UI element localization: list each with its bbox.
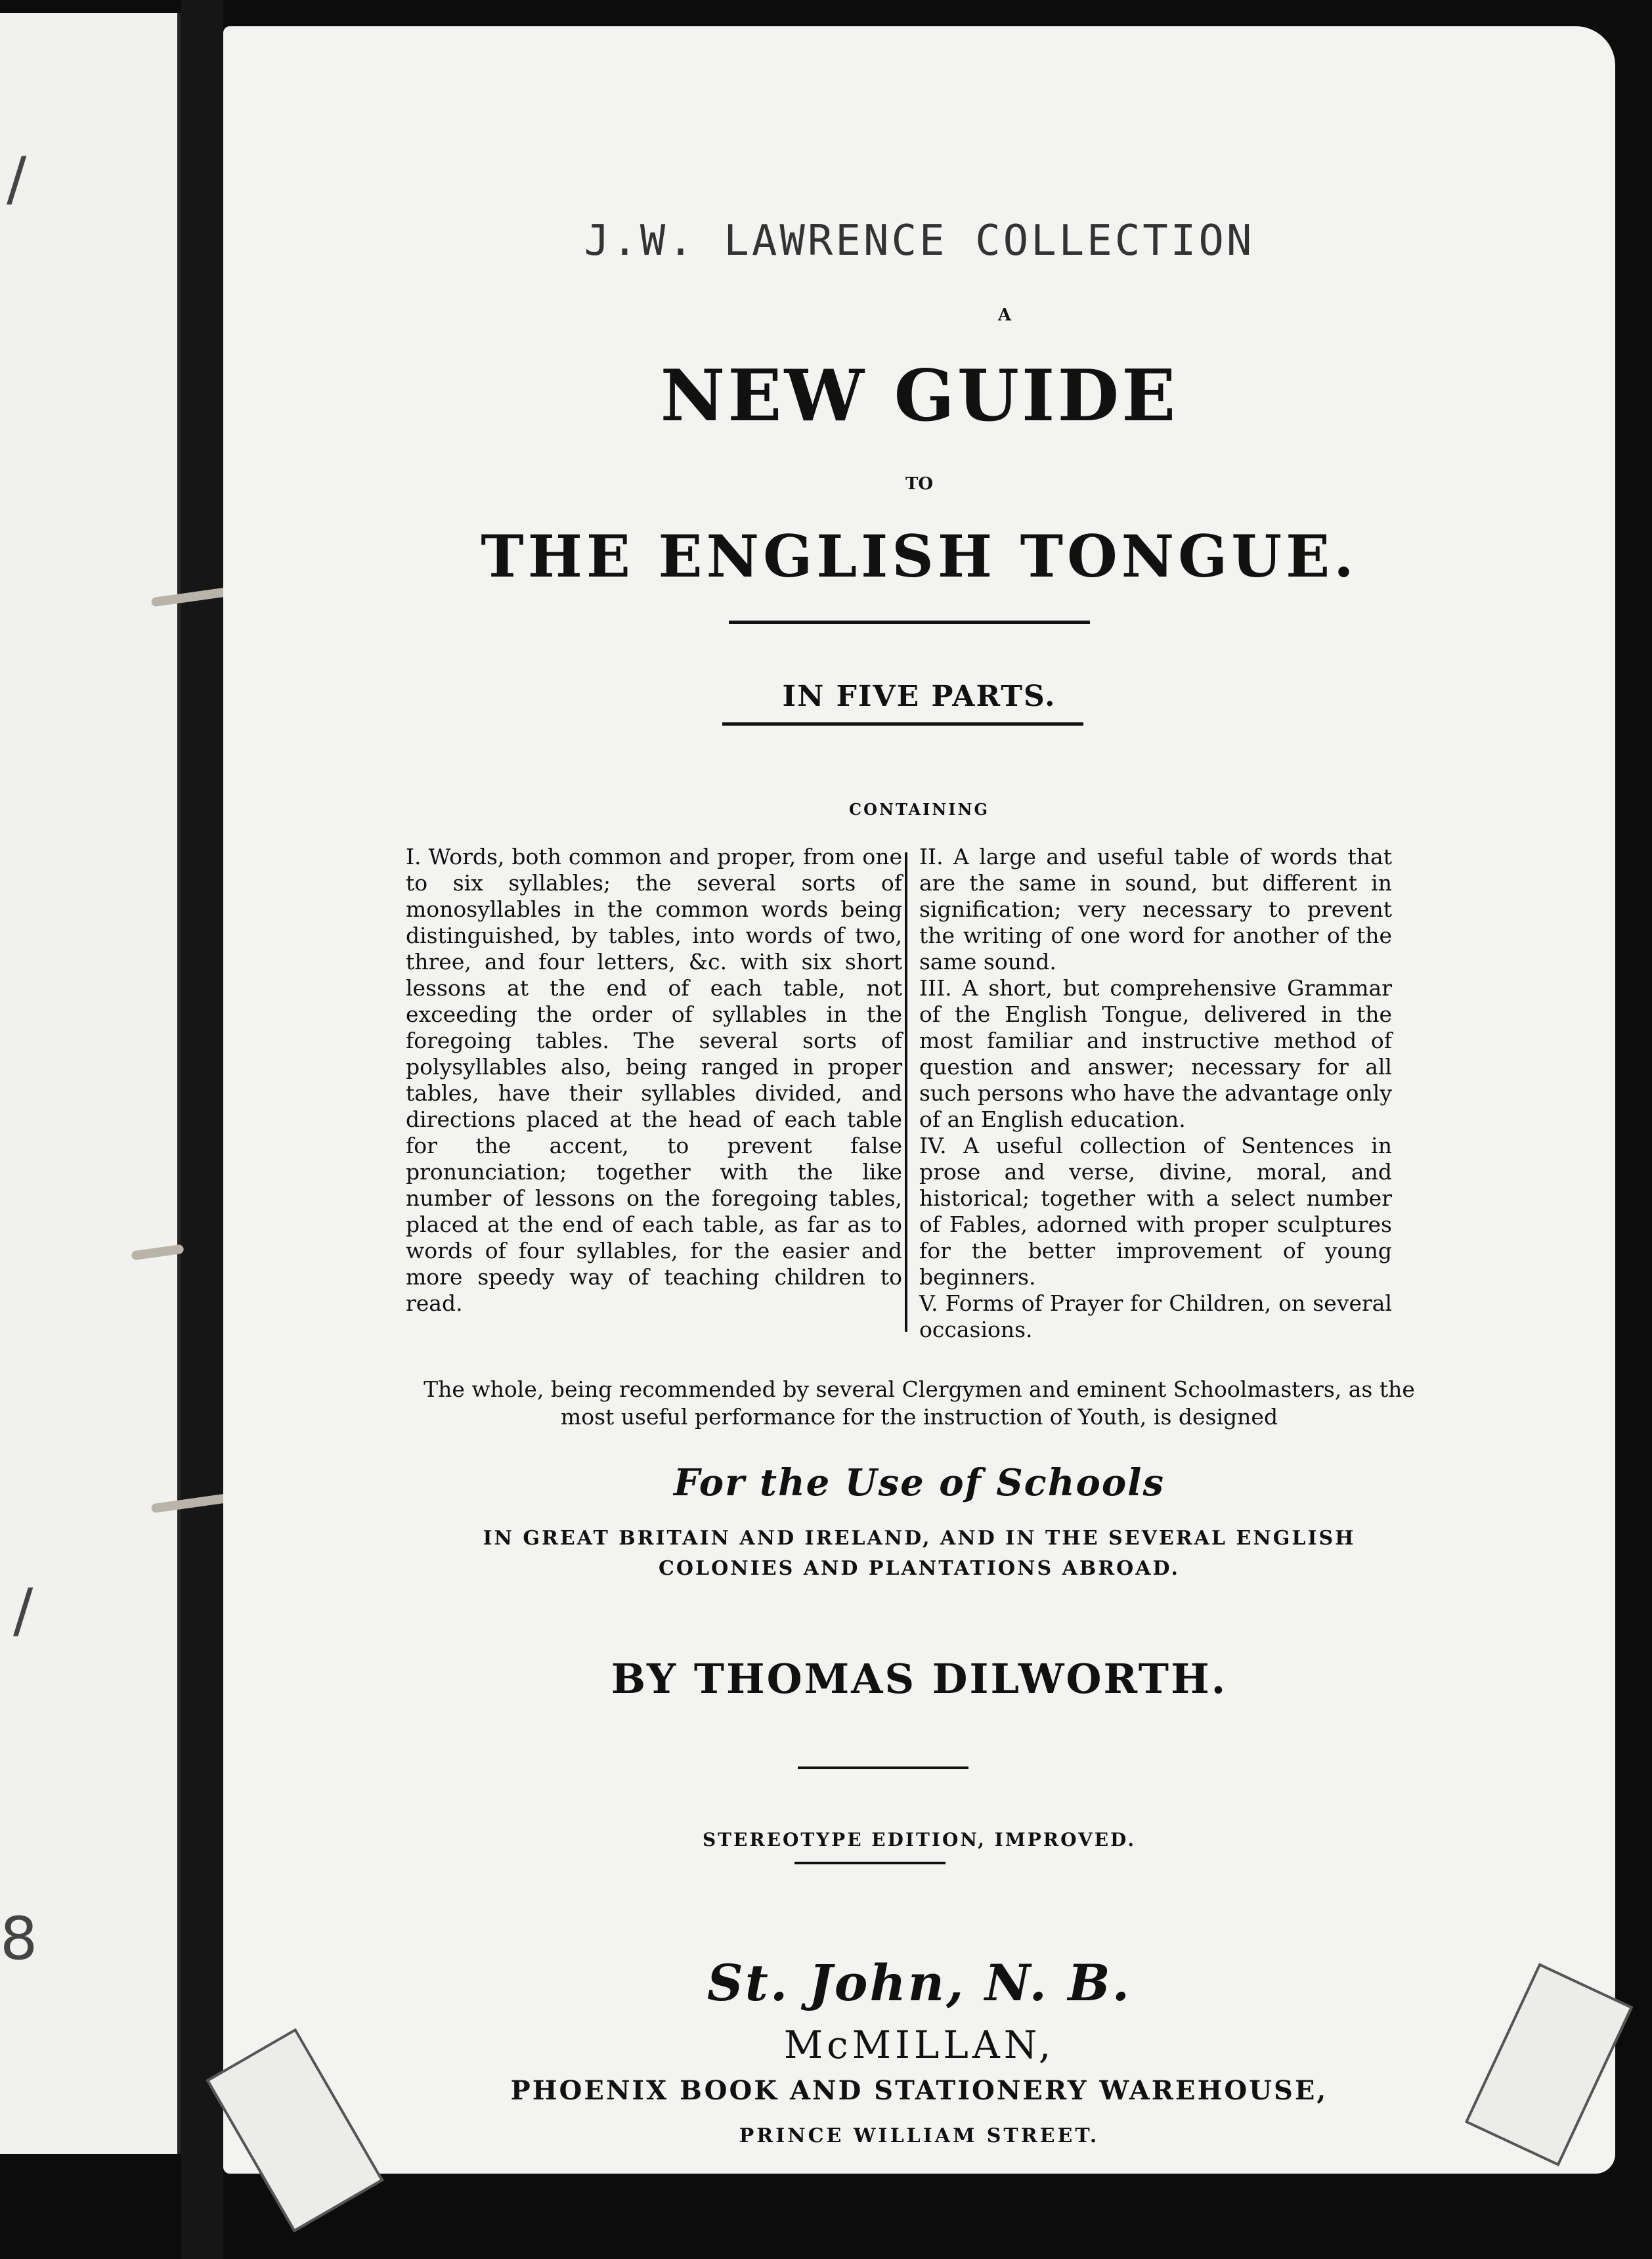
recommendation-text: The whole, being recommended by several Clergymen and eminent Schoolmasters, as the most useful performance for the instruction of Youth, is designed xyxy=(424,1376,1415,1430)
parts-heading: IN FIVE PARTS. xyxy=(782,680,1056,713)
contents-item-5: V. Forms of Prayer for Children, on several occasions. xyxy=(919,1290,1392,1342)
author-line: BY THOMAS DILWORTH. xyxy=(611,1655,1228,1703)
region-text xyxy=(223,1524,1615,1584)
book-spine xyxy=(181,0,223,2259)
imprint-place: St. John, N. B. xyxy=(706,1954,1132,2012)
title-page xyxy=(223,26,1615,2174)
imprint-publisher: McMILLAN, xyxy=(783,2023,1055,2067)
contents-item-3: III. A short, but comprehensive Grammar of the English Tongue, delivered in the most familiar and instructive method of question and answer; necessary for all such persons who have the advantage only of an English education. xyxy=(919,975,1392,1132)
region-line-2: COLONIES AND PLANTATIONS ABROAD. xyxy=(659,1557,1180,1580)
facing-page xyxy=(0,13,181,2154)
title-line-2: THE ENGLISH TONGUE. xyxy=(481,522,1358,590)
contents-right-column xyxy=(919,844,1392,1343)
containing-label: CONTAINING xyxy=(849,800,989,819)
column-divider xyxy=(905,852,907,1332)
contents-item-1: I. Words, both common and proper, from one to six syllables; the several sorts of monosyllables in the common words being distinguished, by tables, into words of two, three, and four letters, &c. with six short lessons at the end of each table, not exceeding the order of syllables in the foregoing tables. The several sorts of polysyllables also, being ranged in proper tables, have their syllables divided, and directions placed at the head of each table for the accent, to prevent false pronunciation; together with the like number of lessons on the foregoing tables, placed at the end of each table, as far as to words of four syllables, for the easier and more speedy way of teaching children to read. xyxy=(406,844,902,1316)
contents-left-column xyxy=(406,844,902,1317)
rule-short-1 xyxy=(798,1766,968,1769)
for-schools: For the Use of Schools xyxy=(674,1461,1165,1504)
pencil-mark: / xyxy=(13,1576,33,1645)
contents-item-2: II. A large and useful table of words that are the same in sound, but different in signification; very necessary to prevent the writing of one word for another of the same sound. xyxy=(919,844,1392,975)
pencil-mark: / xyxy=(7,144,27,213)
imprint-street: PRINCE WILLIAM STREET. xyxy=(739,2124,1100,2147)
edition-line: STEREOTYPE EDITION, IMPROVED. xyxy=(702,1829,1137,1851)
imprint-warehouse: PHOENIX BOOK AND STATIONERY WAREHOUSE, xyxy=(510,2075,1328,2106)
pencil-mark: 8 xyxy=(0,1904,38,1973)
title-to: TO xyxy=(905,474,933,494)
title-article: A xyxy=(997,305,1012,325)
rule-upper xyxy=(729,621,1090,624)
collection-stamp: J.W. LAWRENCE COLLECTION xyxy=(584,217,1255,265)
rule-short-2 xyxy=(794,1862,946,1864)
contents-item-4: IV. A useful collection of Sentences in prose and verse, divine, moral, and historical; together with a select number of Fables, adorned with proper sculptures for the better improvement of young beginners. xyxy=(919,1133,1392,1290)
rule-lower xyxy=(722,722,1083,726)
region-line-1: IN GREAT BRITAIN AND IRELAND, AND IN THE SEVERAL ENGLISH xyxy=(483,1527,1356,1550)
title-line-1: NEW GUIDE xyxy=(660,355,1179,437)
